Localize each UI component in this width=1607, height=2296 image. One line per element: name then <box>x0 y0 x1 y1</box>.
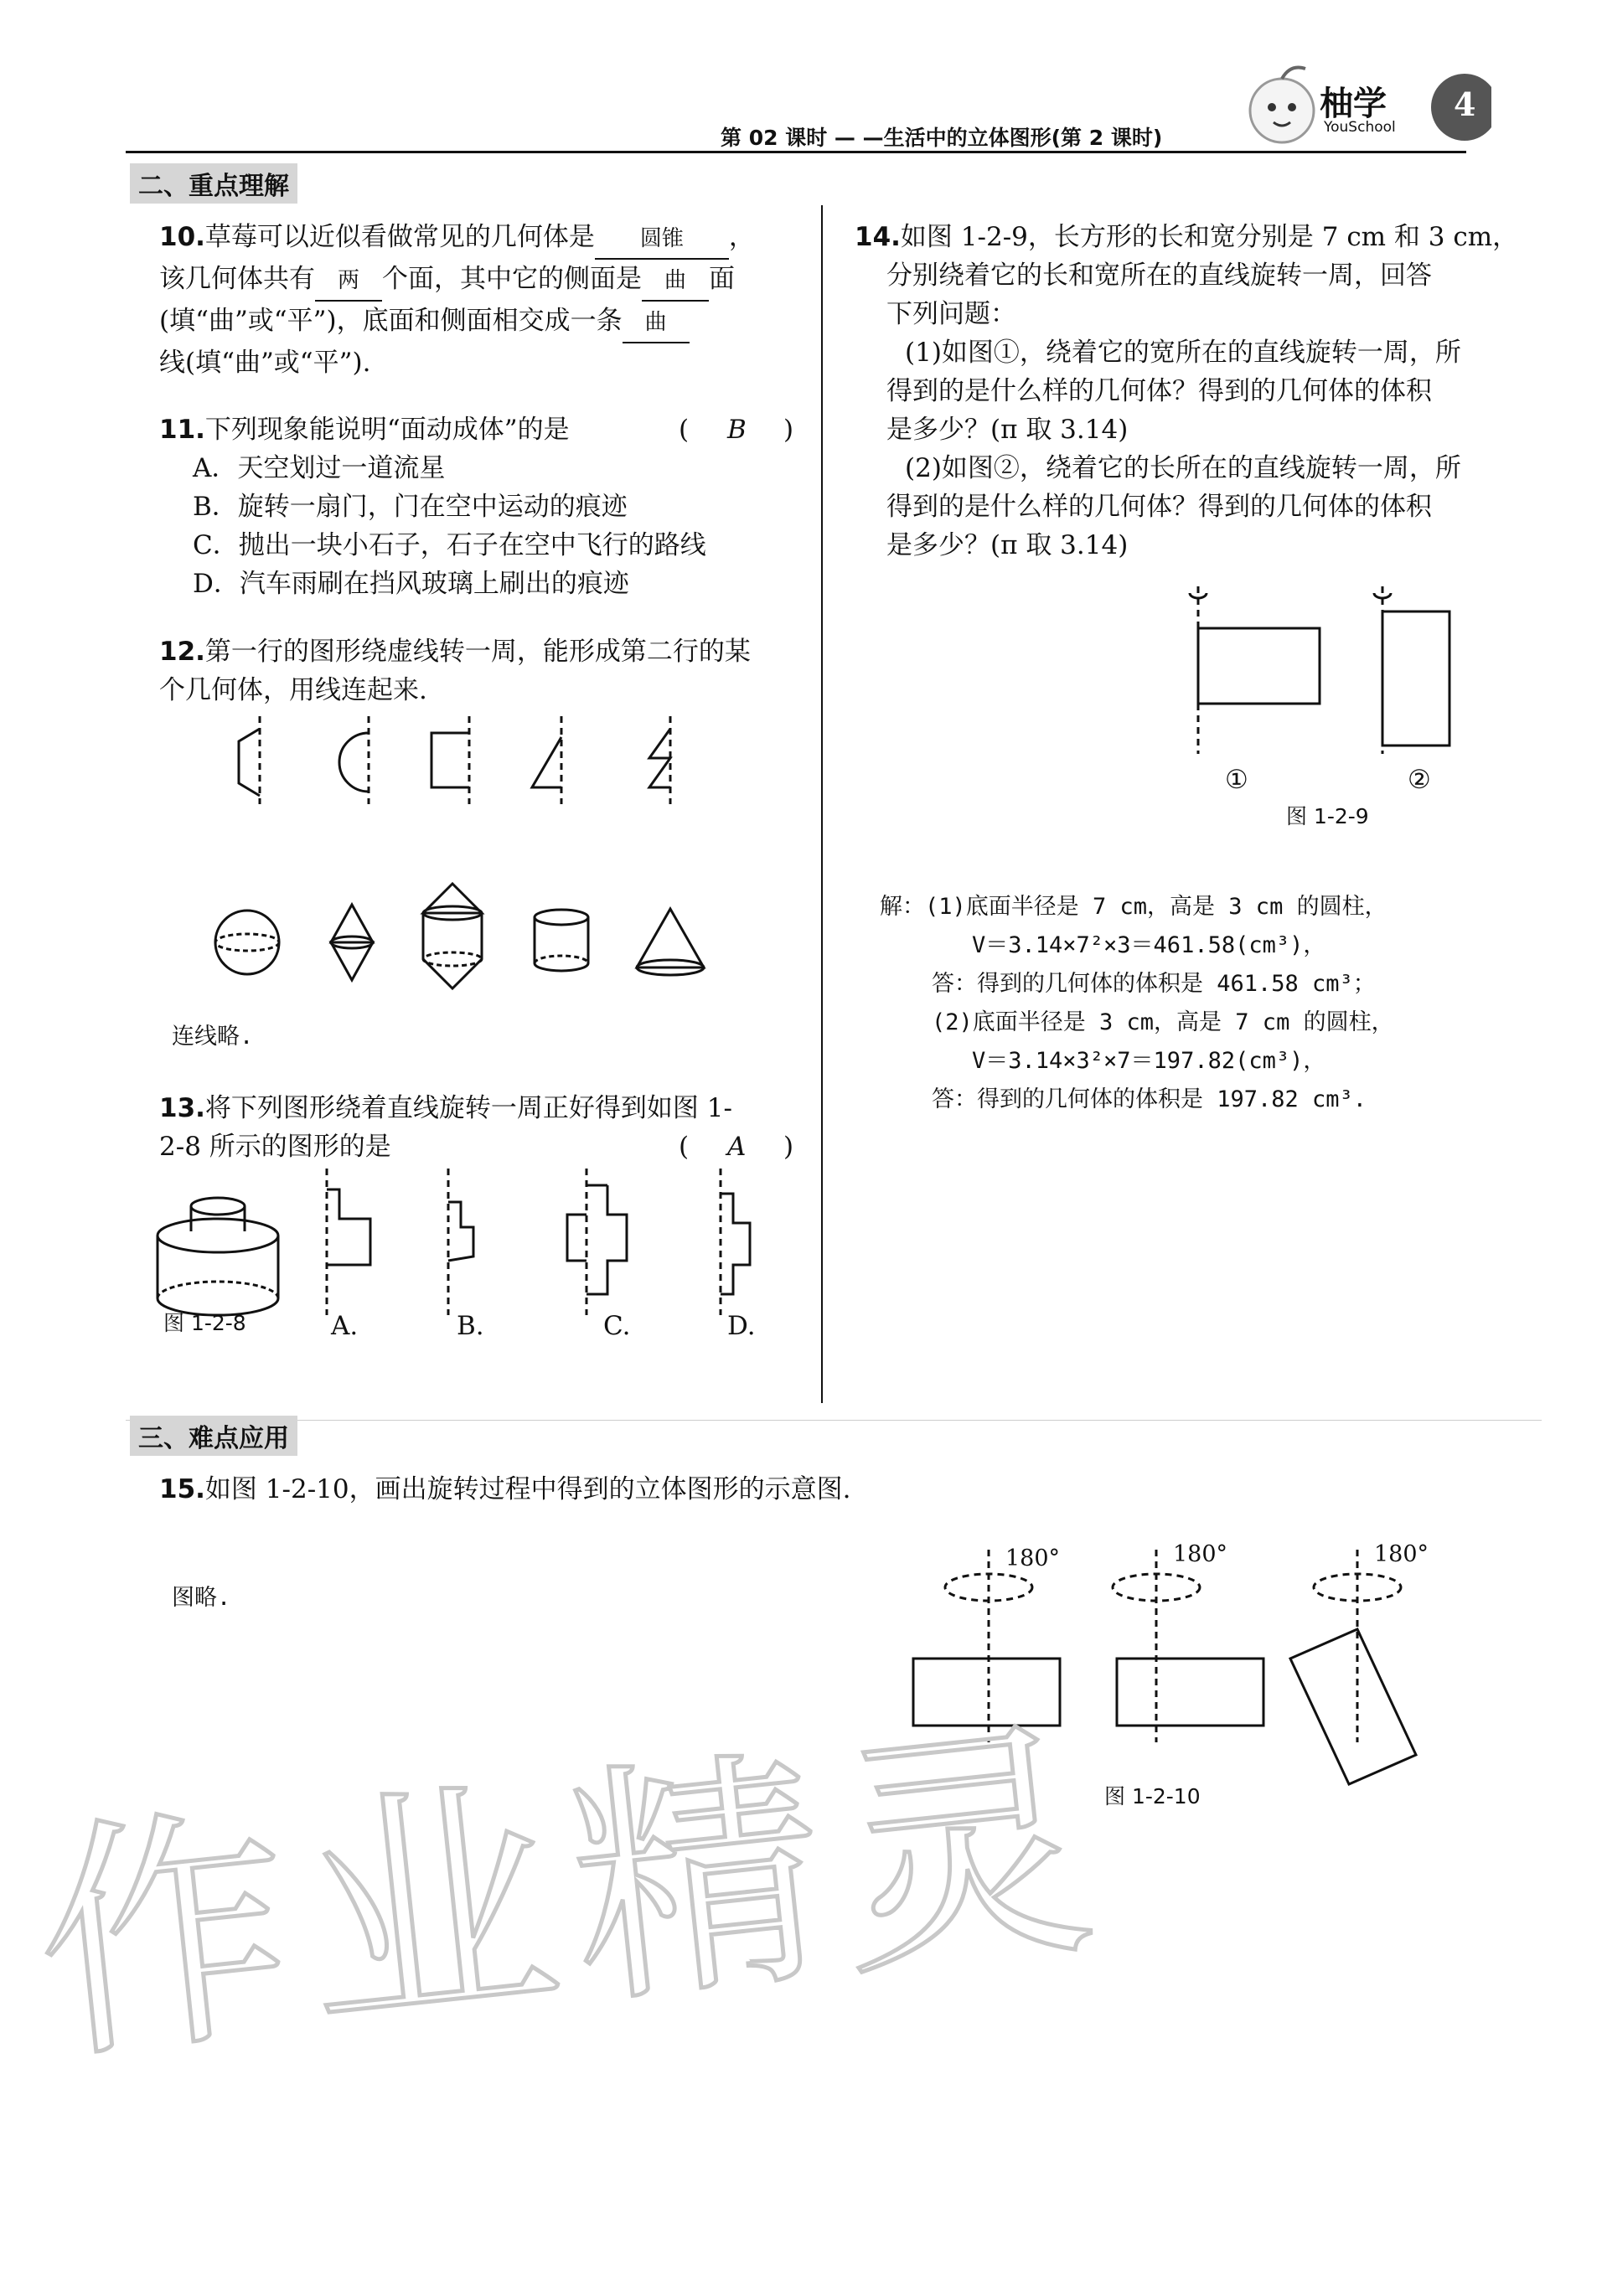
q11-number: 11. <box>159 415 205 445</box>
q15-stem: 如图 1-2-10，画出旋转过程中得到的立体图形的示意图. <box>204 1474 851 1504</box>
q15-answer: 图略. <box>172 1585 231 1611</box>
question-15 <box>159 1470 1542 1509</box>
column-divider <box>821 205 823 1403</box>
q12-double-cone-solid <box>331 905 373 980</box>
q14-figures <box>1165 578 1483 771</box>
q11-stem: 下列现象能说明“面动成体”的是 <box>204 415 570 445</box>
q14-part-1: (1)如图①，绕着它的宽所在的直线旋转一周，所 <box>905 338 1461 368</box>
q15-angle-1: 180° <box>1005 1545 1061 1571</box>
q14-solution-line: V＝3.14×7²×3＝461.58(cm³)， <box>972 932 1326 958</box>
q13-answer: A <box>727 1132 747 1162</box>
q12-triangle-shape <box>532 716 561 804</box>
q14-solution-line: 答：得到的几何体的体积是 461.58 cm³； <box>932 971 1376 997</box>
q12-cylinder-solid <box>535 910 588 971</box>
q14-part-2: 得到的是什么样的几何体？得到的几何体的体积 <box>886 492 1432 522</box>
q13-label-a: A. <box>331 1311 359 1341</box>
q12-semicircle-shape <box>339 716 369 804</box>
q15-angle-2: 180° <box>1173 1541 1228 1567</box>
q14-part-2: 是多少？(π 取 3.14) <box>886 530 1129 560</box>
q10-number: 10. <box>159 222 205 252</box>
q14-figure-label: 图 1-2-9 <box>1286 804 1369 828</box>
q14-solution-line: (2)底面半径是 3 cm，高是 7 cm 的圆柱， <box>932 1009 1394 1035</box>
q10-text: ， <box>728 222 755 252</box>
q12-number: 12. <box>159 637 205 667</box>
q14-part-2: (2)如图②，绕着它的长所在的直线旋转一周，所 <box>905 453 1461 483</box>
question-13 <box>159 1089 813 1166</box>
q15-angle-3: 180° <box>1374 1541 1429 1567</box>
q15-figure-3 <box>1290 1550 1416 1784</box>
q13-label-b: B. <box>457 1311 484 1341</box>
q13-stem: 将下列图形绕着直线旋转一周正好得到如图 1- <box>204 1093 732 1123</box>
section-2-title: 二、重点理解 <box>130 163 297 204</box>
q12-double-triangle-shape <box>649 716 670 804</box>
q11-option-d: D．汽车雨刷在挡风玻璃上刷出的痕迹 <box>193 569 629 599</box>
section-3-divider <box>126 1420 1542 1421</box>
q12-stem: 第一行的图形绕虚线转一周，能形成第二行的某 <box>204 637 751 667</box>
question-11 <box>159 410 796 603</box>
section-3-title: 三、难点应用 <box>130 1416 297 1456</box>
q10-text: (填“曲”或“平”)，底面和侧面相交成一条 <box>159 306 623 336</box>
question-12 <box>159 632 813 709</box>
q14-number: 14. <box>855 222 901 252</box>
q14-part-1: 是多少？(π 取 3.14) <box>886 415 1129 445</box>
q14-figure-2 <box>1374 586 1449 754</box>
q12-sphere-solid <box>215 911 279 974</box>
q14-stem: 分别绕着它的长和宽所在的直线旋转一周，回答 <box>886 261 1432 291</box>
q14-part-1: 得到的是什么样的几何体？得到的几何体的体积 <box>886 376 1432 406</box>
q11-option-a: A．天空划过一道流星 <box>193 453 446 483</box>
q14-solution-line: 解：(1)底面半径是 7 cm，高是 3 cm 的圆柱， <box>880 894 1387 920</box>
header-title: 第 02 课时 — —生活中的立体图形(第 2 课时) <box>721 126 1163 150</box>
question-10 <box>159 218 796 382</box>
q15-figure-label: 图 1-2-10 <box>1104 1784 1201 1808</box>
q11-answer: B <box>727 415 747 445</box>
q10-text: 草莓可以近似看做常见的几何体是 <box>204 222 595 252</box>
q14-solution-line: 答：得到的几何体的体积是 197.82 cm³. <box>932 1086 1367 1112</box>
logo-text: 柚学 <box>1320 85 1387 123</box>
q10-answer-1: 圆锥 <box>595 219 729 260</box>
q12-figures <box>201 704 737 997</box>
q14-stem: 如图 1-2-9，长方形的长和宽分别是 7 cm 和 3 cm， <box>900 222 1519 252</box>
q13-number: 13. <box>159 1093 205 1123</box>
watermark: 作业精灵 <box>23 1693 1121 2097</box>
q13-label-c: C. <box>603 1311 631 1341</box>
q13-option-b-shape <box>448 1169 473 1315</box>
q13-figure-1-2-8 <box>158 1198 278 1315</box>
q10-text: 面 <box>709 264 735 294</box>
q13-option-d-shape <box>721 1169 750 1315</box>
q14-solution <box>880 888 1592 1119</box>
q13-option-a-shape <box>327 1169 370 1315</box>
q13-label-d: D. <box>727 1311 756 1341</box>
q14-solution-line: V＝3.14×3²×7＝197.82(cm³)， <box>972 1048 1326 1074</box>
q15-figure-2 <box>1113 1550 1263 1742</box>
q14-stem: 下列问题： <box>886 299 1016 329</box>
q10-text: 线(填“曲”或“平”). <box>159 348 371 378</box>
q11-option-c: C．抛出一块小石子，石子在空中飞行的路线 <box>193 530 706 560</box>
logo-subtext: YouSchool <box>1324 119 1396 136</box>
q12-cylinder-with-cones-solid <box>423 884 482 988</box>
q14-fig1-marker: ① <box>1225 765 1248 795</box>
q10-answer-2: 两 <box>315 261 382 302</box>
q13-option-c-shape <box>567 1169 627 1315</box>
question-14 <box>855 218 1550 565</box>
page-number: 4 <box>1454 85 1476 123</box>
q15-number: 15. <box>159 1474 205 1504</box>
q12-square-shape <box>431 716 469 804</box>
q10-text: 个面，其中它的侧面是 <box>382 264 642 294</box>
q12-cone-solid <box>637 909 704 975</box>
q13-paren-right: ) <box>783 1132 794 1162</box>
q14-fig2-marker: ② <box>1408 765 1431 795</box>
q10-text: 该几何体共有 <box>159 264 315 294</box>
q14-figure-1 <box>1190 586 1320 754</box>
q12-trapezoid-shape <box>239 716 260 804</box>
q10-answer-4: 曲 <box>623 303 690 343</box>
q11-option-b: B．旋转一扇门，门在空中运动的痕迹 <box>193 492 628 522</box>
q13-paren-left: ( <box>679 1132 690 1162</box>
q11-paren-left: ( <box>679 415 690 445</box>
q11-paren-right: ) <box>783 415 794 445</box>
q10-answer-3: 曲 <box>642 261 709 302</box>
q13-figure-label: 图 1-2-8 <box>163 1311 246 1335</box>
q12-stem: 个几何体，用线连起来. <box>159 675 427 705</box>
q12-answer: 连线略. <box>172 1024 254 1050</box>
q13-stem: 2-8 所示的图形的是 <box>159 1132 391 1162</box>
